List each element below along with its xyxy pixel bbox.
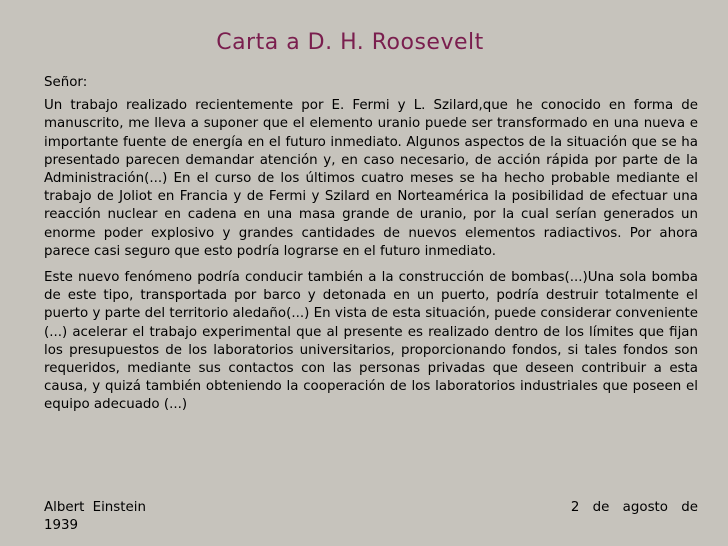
letter-title: Carta a D. H. Roosevelt [216, 30, 484, 55]
letter-paragraph-2: Este nuevo fenómeno podría conducir también a la construcción de bombas(...)Una sola bomba de este tipo, transportada por barco y detonada en un puerto, podría destruir totalmente el puerto y parte del territorio aledaño(...) En vista de esta situación, puede considerar conveniente (...) acelerar el trabajo experimental que al presente es realizado dentro de los límites que fijan los presupuestos de los laboratorios universitarios, proporcionando fondos, si tales fondos son requeridos, mediante sus contactos con las personas privadas que deseen contribuir a esta causa, y quizá también obteniendo la cooperación de los laboratorios industriales que poseen el equipo adecuado (...) [44, 270, 698, 413]
letter-paragraph-1: Un trabajo realizado recientemente por E. Fermi y L. Szilard,que he conocido en forma de manuscrito, me lleva a suponer que el elemento uranio puede ser transformado en una nueva e importante fuente de energía en el futuro inmediato. Algunos aspectos de la situación que se ha presentado parecen demandar atención y, en caso necesario, de acción rápida por parte de la Administración(...) En el curso de los últimos cuatro meses se ha hecho probable mediante el trabajo de Joliot en Francia y de Fermi y Szilard en Norteamérica la posibilidad de efectuar una reacción nuclear en cadena en una masa grande de uranio, por la cual serían generados un enorme poder explosivo y grandes cantidades de nuevos elementos radiactivos. Por ahora parece casi seguro que esto podría lograrse en el futuro inmediato. [44, 98, 698, 259]
letter-signature: Albert Einstein [44, 500, 146, 515]
letter-year: 1939 [44, 518, 79, 533]
letter-greeting: Señor: [44, 75, 88, 90]
letter-body [44, 74, 698, 423]
letter-date: 2 de agosto de [570, 500, 698, 515]
